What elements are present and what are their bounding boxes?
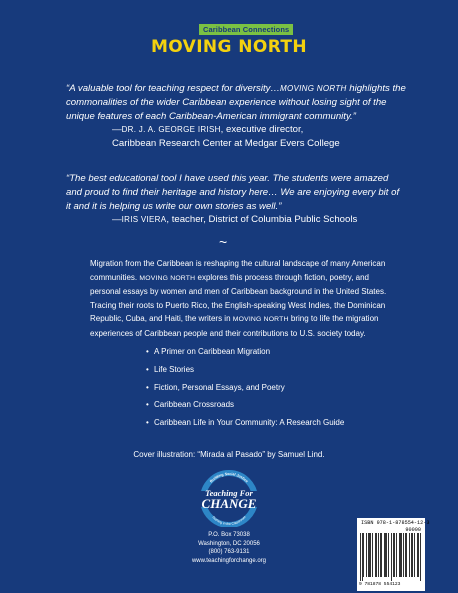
barcode-bar xyxy=(360,533,361,581)
quote-1-book-title: MOVING NORTH xyxy=(280,84,347,93)
barcode-bar xyxy=(362,533,363,581)
barcode-bar xyxy=(391,533,392,581)
barcode-bar xyxy=(418,533,419,577)
barcode-bar xyxy=(401,533,402,577)
address-line: (800) 763-9131 xyxy=(208,549,250,555)
description-part-1: Migration from the Caribbean is reshaping the cultural landscape of many American communities. xyxy=(90,259,386,282)
series-badge: Caribbean Connections xyxy=(199,24,293,35)
quote-1 xyxy=(66,82,406,123)
address-line: P.O. Box 73038 xyxy=(208,532,250,538)
quote-2-dash: — xyxy=(112,214,122,225)
contents-item: • Fiction, Personal Essays, and Poetry xyxy=(146,383,344,401)
barcode-bar xyxy=(403,533,404,577)
quote-2-attribution xyxy=(112,213,432,227)
quote-2-name: IRIS VIERA xyxy=(121,215,167,224)
barcode-bar xyxy=(385,533,386,577)
contents-item: • Caribbean Life in Your Community: A Research Guide xyxy=(146,418,344,436)
barcode-bar xyxy=(406,533,407,577)
barcode-bar xyxy=(420,533,421,581)
barcode-bar xyxy=(369,533,370,577)
barcode-bar xyxy=(417,533,418,577)
barcode-bar xyxy=(376,533,377,577)
barcode-bar xyxy=(386,533,387,577)
quote-1-dash: — xyxy=(112,124,122,135)
contents-item: • Life Stories xyxy=(146,365,344,383)
isbn-number: ISBN 978-1-878554-12-3 xyxy=(361,520,430,526)
barcode-bar xyxy=(378,533,379,577)
description-title-1: MOVING NORTH xyxy=(139,274,196,282)
quote-2-role: , teacher, District of Columbia Public Schools xyxy=(166,214,358,225)
barcode-bar xyxy=(368,533,369,577)
barcode-bar xyxy=(363,533,364,577)
barcode-bar xyxy=(372,533,373,577)
quote-1-role: , executive director, xyxy=(220,124,304,135)
barcode-bar xyxy=(370,533,371,577)
barcode-bar xyxy=(399,533,400,577)
logo-arc-bottom: Starting in the Classroom xyxy=(211,515,247,527)
quote-1-text-before: “A valuable tool for teaching respect for diversity… xyxy=(66,83,281,94)
barcode-digits: 9 781878 554123 xyxy=(359,582,401,587)
cover-illustration-credit: Cover illustration: “Mirada al Pasado” by Samuel Lind. xyxy=(133,450,325,459)
logo-arc-top: Building Social Justice xyxy=(209,471,249,484)
teaching-for-change-logo xyxy=(193,469,265,527)
barcode-bar xyxy=(384,533,385,577)
barcode-bar xyxy=(381,533,382,577)
description xyxy=(90,257,390,341)
barcode-bar xyxy=(409,533,410,577)
barcode-bar xyxy=(375,533,376,577)
price-code: 90000 xyxy=(405,527,421,533)
book-title: MOVING NORTH xyxy=(150,37,308,57)
address-line: Washington, DC 20056 xyxy=(198,540,260,547)
divider-ornament: ~ xyxy=(219,234,228,250)
quote-2: “The best educational tool I have used this year. The students were amazed and proud to find their heritage and history here… We are enjoying every bit of it and it is helping us write our own stories as well.” xyxy=(66,173,400,212)
barcode-bar xyxy=(366,533,367,577)
contents-item: • Caribbean Crossroads xyxy=(146,400,344,418)
barcode-bar xyxy=(405,533,406,577)
quote-1-attribution xyxy=(112,123,432,151)
quote-1-name: DR. J. A. GEORGE IRISH xyxy=(121,125,221,134)
barcode-bar xyxy=(414,533,415,577)
address-line: www.teachingforchange.org xyxy=(191,557,267,564)
barcode-bars xyxy=(360,533,422,581)
barcode-bar xyxy=(411,533,412,577)
barcode-bar xyxy=(393,533,394,577)
barcode-bar xyxy=(396,533,397,577)
description-part-3: bring to life the migration experiences of Caribbean people and their contributions to U.S. society today. xyxy=(90,314,379,338)
description-title-2: MOVING NORTH xyxy=(232,316,289,324)
contents-item: • A Primer on Caribbean Migration xyxy=(146,347,344,365)
barcode-bar xyxy=(400,533,401,577)
logo-line-1: Teaching For xyxy=(205,488,253,498)
logo-line-2: CHANGE xyxy=(201,496,257,511)
quote-1-text-after: highlights the commonalities of the wider Caribbean experience without losing sight of the unique features of each Caribbean-American immigrant community.” xyxy=(66,83,406,122)
barcode-bar xyxy=(388,533,389,577)
barcode-bar xyxy=(394,533,395,577)
isbn-barcode xyxy=(357,518,430,591)
barcode-bar xyxy=(380,533,381,577)
quote-1-org: Caribbean Research Center at Medgar Evers College xyxy=(112,137,340,149)
description-part-2: explores this process through fiction, poetry, and personal essays by women and men of Caribbean background in the United States. Tracing their roots to Puerto Rico, the English-speaking West Indies, the Dominican Republic, Cuba, and Haiti, the writers in xyxy=(90,272,387,324)
contents-list xyxy=(146,347,344,436)
barcode-bar xyxy=(412,533,413,577)
